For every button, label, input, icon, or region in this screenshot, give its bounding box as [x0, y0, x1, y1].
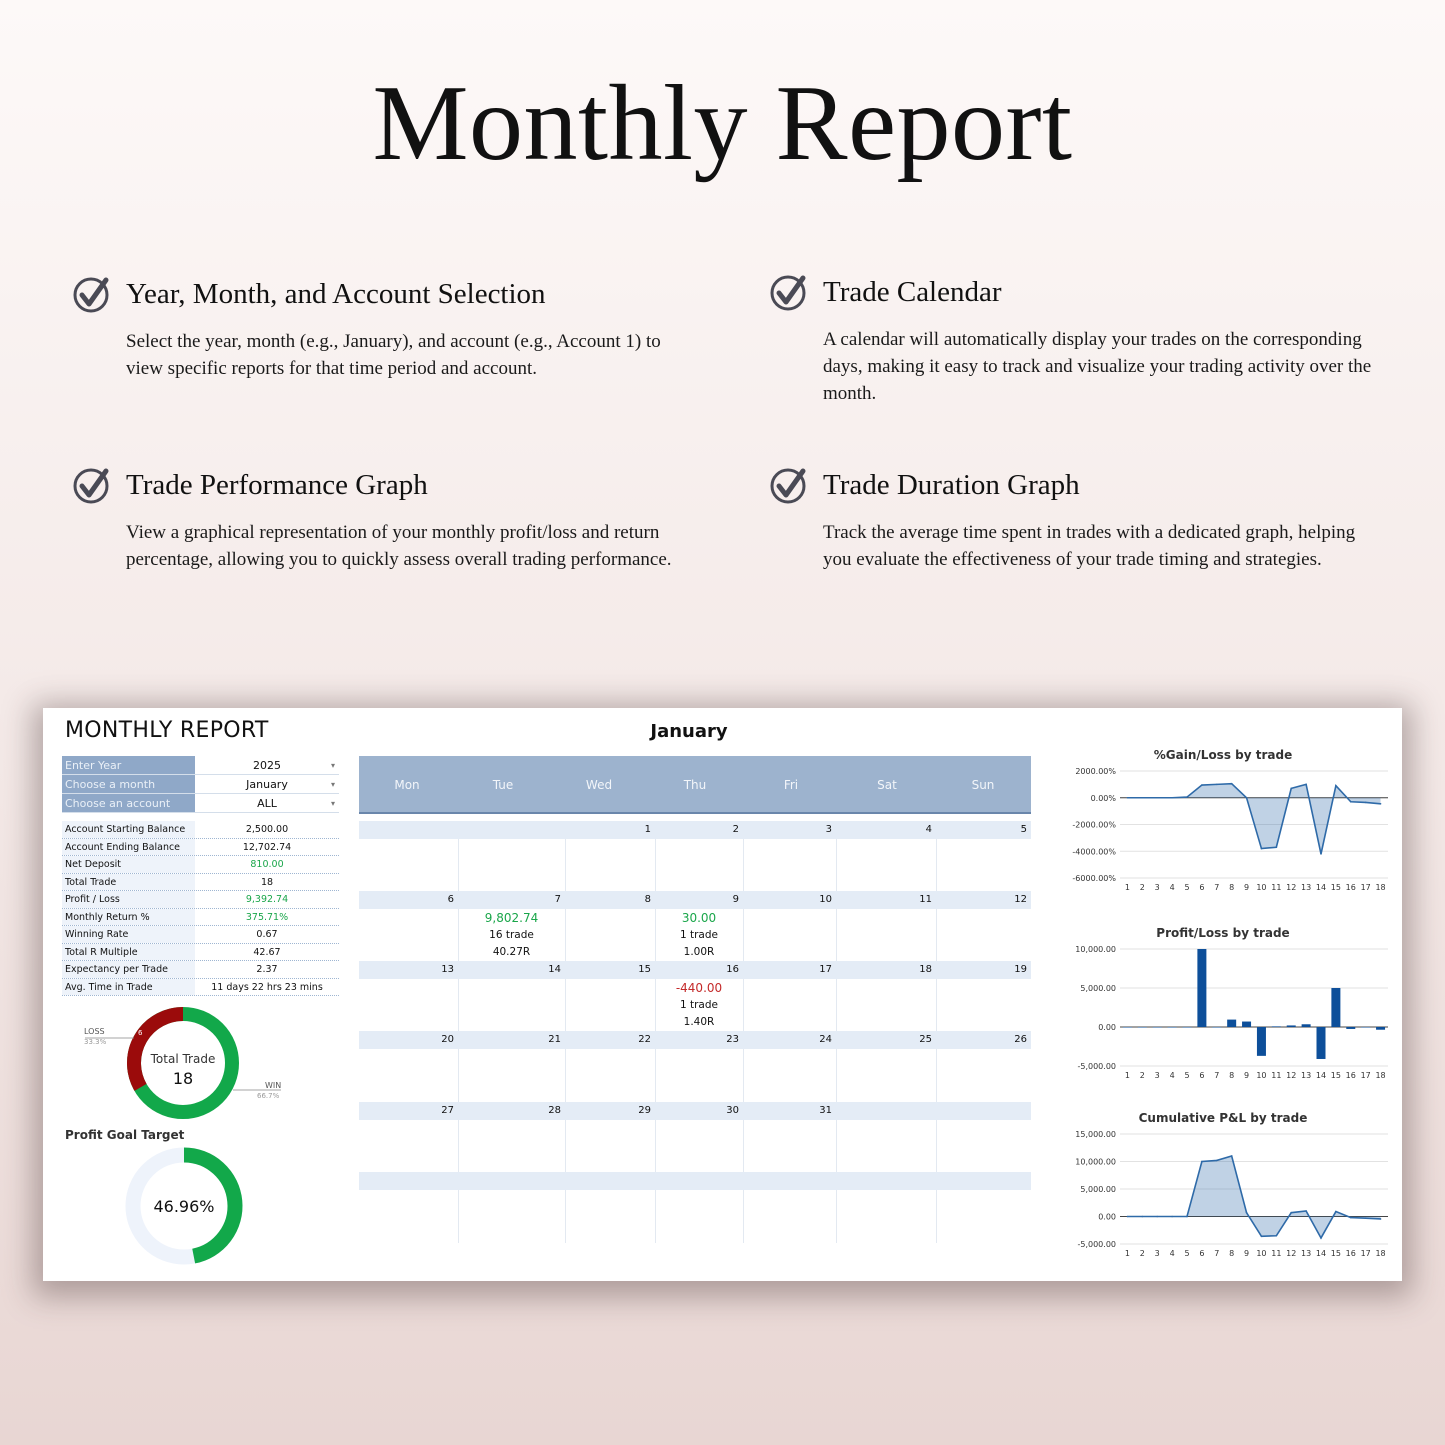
feature-trade-calendar: [769, 272, 1379, 407]
y-tick-label: 0.00: [1098, 1023, 1116, 1032]
x-tick-label: 8: [1229, 883, 1235, 892]
feature-performance-graph: [72, 465, 672, 573]
data-point: [1380, 803, 1382, 805]
stat-row: [62, 944, 339, 962]
x-tick-label: 8: [1229, 1249, 1235, 1258]
data-point: [1216, 784, 1218, 786]
stat-label: Winning Rate: [62, 926, 195, 943]
stat-value: 11 days 22 hrs 23 mins: [211, 981, 323, 993]
calendar-day-number[interactable]: 13: [441, 964, 454, 975]
x-tick-label: 17: [1360, 1071, 1371, 1080]
stat-row: [62, 926, 339, 944]
x-tick-label: 9: [1244, 1249, 1250, 1258]
bar: [1346, 1027, 1355, 1029]
feature-title: Trade Performance Graph: [126, 468, 428, 501]
calendar-day-number[interactable]: 20: [441, 1034, 454, 1045]
day-trade-count: 1 trade: [679, 999, 718, 1011]
data-point: [1156, 1216, 1158, 1218]
stat-row: [62, 839, 339, 857]
x-tick-label: 16: [1345, 883, 1356, 892]
x-tick-label: 8: [1229, 1071, 1235, 1080]
calendar-day-number[interactable]: 21: [548, 1034, 561, 1045]
x-tick-label: 18: [1375, 883, 1386, 892]
x-tick-label: 12: [1286, 1249, 1297, 1258]
calendar-day-number[interactable]: 23: [726, 1034, 739, 1045]
day-trade-count: 16 trade: [489, 929, 534, 941]
x-tick-label: 7: [1214, 1071, 1220, 1080]
stat-value: 375.71%: [245, 911, 289, 923]
data-point: [1276, 846, 1278, 848]
data-point: [1201, 784, 1203, 786]
stat-label: Total R Multiple: [62, 944, 195, 961]
y-tick-label: -5,000.00: [1077, 1062, 1116, 1071]
day-profit-loss: -440.00: [675, 981, 723, 995]
week-header-bar: [359, 1102, 1031, 1120]
feature-desc: View a graphical representation of your monthly profit/loss and return percentage, allowing you to quickly assess overall trading performance.: [126, 522, 672, 570]
data-point: [1276, 1235, 1278, 1237]
calendar-day-number[interactable]: 2: [732, 824, 739, 835]
report-title: MONTHLY REPORT: [65, 718, 269, 743]
stat-value: 2,500.00: [245, 824, 289, 835]
bar: [1361, 1027, 1370, 1028]
day-trade-count: 1 trade: [679, 929, 718, 941]
calendar-day-number[interactable]: 8: [644, 894, 651, 905]
x-tick-label: 1: [1124, 1071, 1130, 1080]
x-tick-label: 11: [1271, 883, 1282, 892]
data-point: [1320, 853, 1322, 855]
feature-title: Trade Calendar: [823, 275, 1002, 308]
loss-label: LOSS: [84, 1027, 105, 1036]
data-point: [1335, 1211, 1337, 1213]
y-tick-label: 0.00%: [1090, 793, 1116, 803]
donut-center-label: Total Trade: [150, 1052, 216, 1066]
x-tick-label: 10: [1256, 1071, 1267, 1080]
stat-value: 42.67: [253, 946, 281, 958]
x-tick-label: 5: [1184, 1071, 1190, 1080]
calendar-month-title: January: [650, 721, 728, 742]
x-tick-label: 17: [1360, 1249, 1371, 1258]
donut-center-value: 18: [172, 1069, 194, 1088]
stat-value: 18: [260, 876, 274, 888]
x-tick-label: 15: [1330, 883, 1341, 892]
calendar-day-number[interactable]: 25: [919, 1034, 932, 1045]
stat-value: 12,702.74: [242, 841, 292, 853]
profit-loss-chart: [1048, 941, 1398, 1081]
calendar-day-number[interactable]: 7: [554, 894, 561, 905]
calendar-weekday-header: [359, 756, 1031, 814]
bar: [1153, 1027, 1162, 1028]
calendar-day-number[interactable]: 28: [548, 1105, 561, 1116]
y-tick-label: -6000.00%: [1072, 874, 1116, 883]
calendar-day-number[interactable]: 16: [726, 964, 739, 975]
bar: [1212, 1027, 1221, 1028]
stat-value: 2.37: [256, 964, 278, 975]
stat-label: Expectancy per Trade: [62, 961, 195, 978]
x-tick-label: 5: [1184, 883, 1190, 892]
stat-label: Monthly Return %: [62, 909, 195, 926]
x-tick-label: 4: [1169, 1249, 1175, 1258]
x-tick-label: 2: [1139, 883, 1145, 892]
bar: [1123, 1027, 1132, 1028]
calendar-day-number[interactable]: 1: [644, 824, 651, 835]
x-tick-label: 14: [1315, 1249, 1327, 1258]
data-point: [1186, 796, 1188, 798]
bar: [1183, 1027, 1192, 1028]
bar: [1317, 1027, 1326, 1059]
x-tick-label: 3: [1154, 1071, 1160, 1080]
checkmark-icon: [72, 274, 112, 314]
calendar-day-number[interactable]: 24: [819, 1034, 832, 1045]
stat-row: [62, 979, 339, 997]
data-point: [1186, 1216, 1188, 1218]
x-tick-label: 13: [1301, 883, 1312, 892]
total-trade-donut: [79, 1000, 319, 1130]
y-tick-label: 0.00: [1098, 1212, 1116, 1222]
x-tick-label: 4: [1169, 883, 1175, 892]
data-point: [1350, 1217, 1352, 1219]
x-tick-label: 10: [1256, 1249, 1267, 1258]
data-point: [1290, 1212, 1292, 1214]
x-tick-label: 7: [1214, 1249, 1220, 1258]
data-point: [1171, 797, 1173, 799]
series-line: [1127, 1156, 1380, 1238]
year-selector[interactable]: [62, 756, 339, 775]
data-point: [1156, 797, 1158, 799]
calendar-day-number[interactable]: 4: [925, 824, 932, 835]
stat-value: 810.00: [250, 859, 284, 870]
x-tick-label: 13: [1301, 1249, 1312, 1258]
data-point: [1350, 801, 1352, 803]
bar: [1331, 988, 1340, 1027]
y-tick-label: 10,000.00: [1075, 945, 1116, 954]
goal-value: 46.96%: [153, 1197, 215, 1216]
stat-label: Net Deposit: [62, 856, 195, 873]
stat-row: [62, 821, 339, 839]
y-tick-label: -4000.00%: [1072, 847, 1116, 857]
profit-goal-donut: [121, 1143, 247, 1269]
stat-label: Total Trade: [62, 874, 195, 891]
stat-label: Profit / Loss: [62, 891, 195, 908]
x-tick-label: 18: [1375, 1249, 1386, 1258]
x-tick-label: 2: [1139, 1249, 1145, 1258]
weekday-label: Wed: [585, 778, 613, 792]
x-tick-label: 11: [1271, 1249, 1282, 1258]
data-point: [1305, 784, 1307, 786]
day-r-multiple: 40.27R: [492, 946, 531, 958]
weekday-label: Sat: [877, 778, 897, 792]
x-tick-label: 3: [1154, 1249, 1160, 1258]
data-point: [1290, 788, 1292, 790]
stat-value: 0.67: [256, 929, 278, 940]
x-tick-label: 3: [1154, 883, 1160, 892]
bar: [1376, 1027, 1385, 1030]
stat-label: Account Starting Balance: [62, 821, 195, 838]
bar: [1168, 1027, 1177, 1028]
bar: [1197, 949, 1206, 1027]
chart-title: %Gain/Loss by trade: [1153, 748, 1293, 762]
data-point: [1127, 1216, 1129, 1218]
stat-row: [62, 961, 339, 979]
data-point: [1246, 1212, 1248, 1214]
y-tick-label: 5,000.00: [1080, 984, 1116, 993]
data-point: [1231, 1155, 1233, 1157]
calendar-day-number[interactable]: 30: [726, 1105, 739, 1116]
data-point: [1127, 797, 1129, 799]
calendar-day-number[interactable]: 11: [919, 894, 932, 905]
calendar-day-number[interactable]: 9: [732, 894, 739, 905]
data-point: [1380, 1218, 1382, 1220]
x-tick-label: 16: [1345, 1249, 1356, 1258]
x-tick-label: 15: [1330, 1249, 1341, 1258]
x-tick-label: 12: [1286, 883, 1297, 892]
goal-label: Profit Goal Target: [65, 1128, 185, 1142]
calendar-day-number[interactable]: 15: [638, 964, 651, 975]
weekday-label: Tue: [492, 778, 514, 792]
stat-row: [62, 856, 339, 874]
x-tick-label: 14: [1315, 1071, 1327, 1080]
stat-row: [62, 909, 339, 927]
y-tick-label: 5,000.00: [1080, 1185, 1116, 1194]
data-point: [1246, 797, 1248, 799]
bar: [1272, 1026, 1281, 1027]
report-screenshot: [43, 708, 1402, 1281]
win-pct: 66.7%: [257, 1092, 280, 1100]
x-tick-label: 15: [1330, 1071, 1341, 1080]
checkmark-icon: [769, 272, 809, 312]
calendar-day-number[interactable]: 26: [1014, 1034, 1027, 1045]
y-tick-label: 10,000.00: [1075, 1157, 1116, 1167]
selector-value[interactable]: January ▾: [195, 775, 339, 793]
calendar-day-number[interactable]: 22: [638, 1034, 651, 1045]
data-point: [1320, 1237, 1322, 1239]
x-tick-label: 6: [1199, 1249, 1205, 1258]
x-tick-label: 16: [1345, 1071, 1356, 1080]
calendar-day-number[interactable]: 29: [638, 1105, 651, 1116]
data-point: [1142, 797, 1144, 799]
week-header-bar: [359, 1172, 1031, 1190]
day-profit-loss: 30.00: [681, 911, 717, 925]
calendar-day-number[interactable]: 14: [548, 964, 561, 975]
chart-title: Cumulative P&L by trade: [1138, 1111, 1308, 1125]
data-point: [1201, 1161, 1203, 1163]
data-point: [1142, 1216, 1144, 1218]
calendar-day-number[interactable]: 31: [819, 1105, 832, 1116]
selector-label: Choose a month: [62, 775, 195, 793]
y-tick-label: 2000.00%: [1075, 767, 1116, 776]
calendar-day-number[interactable]: 12: [1014, 894, 1027, 905]
x-tick-label: 18: [1375, 1071, 1386, 1080]
x-tick-label: 1: [1124, 1249, 1130, 1258]
y-tick-label: -2000.00%: [1072, 820, 1116, 830]
gain-loss-pct-chart: [1048, 763, 1398, 893]
day-r-multiple: 1.00R: [683, 946, 715, 958]
checkmark-icon: [72, 465, 112, 505]
data-point: [1305, 1210, 1307, 1212]
selector-label: Enter Year: [62, 756, 195, 774]
calendar-day-number[interactable]: 27: [441, 1105, 454, 1116]
bar: [1257, 1027, 1266, 1056]
data-point: [1261, 848, 1263, 850]
feature-desc: Select the year, month (e.g., January), and account (e.g., Account 1) to view specific reports for that time period and account.: [126, 331, 661, 379]
x-tick-label: 9: [1244, 1071, 1250, 1080]
weekday-label: Fri: [783, 778, 799, 792]
cumulative-pl-chart: [1048, 1126, 1398, 1266]
weekday-label: Sun: [971, 778, 995, 792]
checkmark-icon: [769, 465, 809, 505]
calendar-day-number[interactable]: 17: [819, 964, 832, 975]
calendar-day-number[interactable]: 19: [1014, 964, 1027, 975]
feature-duration-graph: [769, 465, 1379, 573]
x-tick-label: 10: [1256, 883, 1267, 892]
weekday-label: Mon: [394, 778, 420, 792]
feature-desc: A calendar will automatically display your trades on the corresponding days, making it easy to track and visualize your trading activity over the month.: [823, 329, 1372, 404]
stat-row: [62, 874, 339, 892]
weekday-label: Thu: [683, 778, 707, 792]
selector-value[interactable]: 2025 ▾: [195, 756, 339, 774]
data-point: [1216, 1160, 1218, 1162]
stat-label: Avg. Time in Trade: [62, 979, 195, 996]
selector-label: Choose an account: [62, 794, 195, 812]
area-fill: [1127, 784, 1380, 854]
calendar-day-number[interactable]: 18: [919, 964, 932, 975]
day-r-multiple: 1.40R: [683, 1016, 715, 1028]
feature-desc: Track the average time spent in trades with a dedicated graph, helping you evaluate the effectiveness of your trade timing and strategies.: [823, 522, 1356, 570]
data-point: [1335, 785, 1337, 787]
bar: [1287, 1025, 1296, 1027]
day-profit-loss: 9,802.74: [484, 911, 539, 925]
feature-year-month-account: [72, 274, 672, 382]
x-tick-label: 12: [1286, 1071, 1297, 1080]
x-tick-label: 7: [1214, 883, 1220, 892]
bar: [1138, 1027, 1147, 1028]
y-tick-label: -5,000.00: [1077, 1240, 1116, 1249]
calendar-day-number[interactable]: 5: [1020, 824, 1027, 835]
x-tick-label: 5: [1184, 1249, 1190, 1258]
feature-title: Year, Month, and Account Selection: [126, 277, 546, 310]
bar: [1242, 1022, 1251, 1027]
feature-title: Trade Duration Graph: [823, 468, 1080, 501]
chart-title: Profit/Loss by trade: [1156, 926, 1290, 940]
x-tick-label: 9: [1244, 883, 1250, 892]
bar: [1227, 1020, 1236, 1027]
x-tick-label: 6: [1199, 1071, 1205, 1080]
data-point: [1365, 802, 1367, 804]
y-tick-label: 15,000.00: [1075, 1130, 1116, 1139]
loss-pct: 33.3%: [84, 1038, 107, 1046]
month-selector[interactable]: [62, 775, 339, 794]
stat-label: Account Ending Balance: [62, 839, 195, 856]
calendar-day-number[interactable]: 3: [825, 824, 832, 835]
data-point: [1171, 1216, 1173, 1218]
x-tick-label: 6: [1199, 883, 1205, 892]
x-tick-label: 2: [1139, 1071, 1145, 1080]
data-point: [1365, 1217, 1367, 1219]
x-tick-label: 4: [1169, 1071, 1175, 1080]
data-point: [1231, 783, 1233, 785]
data-point: [1261, 1236, 1263, 1238]
stat-value: 9,392.74: [245, 894, 289, 905]
page-title: Monthly Report: [372, 64, 1073, 183]
calendar-day-number[interactable]: 10: [819, 894, 832, 905]
x-tick-label: 17: [1360, 883, 1371, 892]
x-tick-label: 13: [1301, 1071, 1312, 1080]
x-tick-label: 1: [1124, 883, 1130, 892]
win-label: WIN: [265, 1081, 282, 1090]
bar: [1302, 1024, 1311, 1027]
loss-count: 6: [138, 1029, 143, 1037]
x-tick-label: 11: [1271, 1071, 1282, 1080]
stat-row: [62, 891, 339, 909]
account-selector[interactable]: [62, 794, 339, 813]
selector-value[interactable]: ALL ▾: [195, 794, 339, 812]
x-tick-label: 14: [1315, 883, 1327, 892]
calendar-day-number[interactable]: 6: [447, 894, 454, 905]
